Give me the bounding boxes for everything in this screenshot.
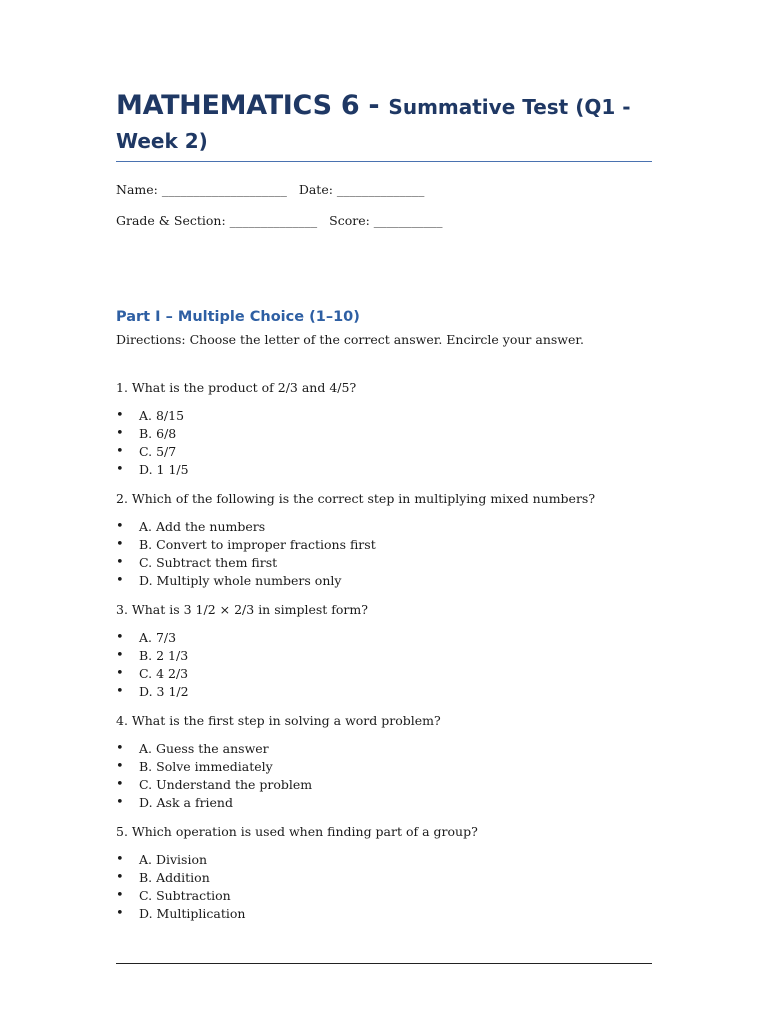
question-4-option-c[interactable] bbox=[116, 776, 652, 794]
option-text: B. Addition bbox=[139, 870, 210, 885]
part1-directions: Directions: Choose the letter of the correct answer. Encircle your answer. bbox=[116, 332, 584, 347]
question-2-option-c[interactable] bbox=[116, 554, 652, 572]
question-4: 4. What is the first step in solving a word problem? bbox=[116, 713, 441, 728]
question-5: 5. Which operation is used when finding part of a group? bbox=[116, 824, 478, 839]
date-field: Date: ______________ bbox=[298, 182, 425, 197]
option-text: C. Subtract them first bbox=[139, 555, 278, 570]
option-text: A. Division bbox=[139, 852, 208, 867]
question-1-option-a[interactable] bbox=[116, 407, 652, 425]
bullet-icon: • bbox=[116, 555, 124, 570]
bullet-icon: • bbox=[116, 630, 124, 645]
question-1-option-b[interactable] bbox=[116, 425, 652, 443]
score-field: Score: ___________ bbox=[329, 213, 443, 228]
bullet-icon: • bbox=[116, 408, 124, 423]
question-4-option-d[interactable] bbox=[116, 794, 652, 812]
question-4-option-b[interactable] bbox=[116, 758, 652, 776]
bullet-icon: • bbox=[116, 573, 124, 588]
bullet-icon: • bbox=[116, 759, 124, 774]
question-3-option-d[interactable] bbox=[116, 683, 652, 701]
name-field: Name: ____________________ bbox=[116, 182, 287, 197]
question-5-options bbox=[116, 851, 652, 923]
option-text: A. 7/3 bbox=[139, 630, 177, 645]
option-text: A. Guess the answer bbox=[139, 741, 269, 756]
option-text: B. 2 1/3 bbox=[139, 648, 189, 663]
bullet-icon: • bbox=[116, 684, 124, 699]
question-1-option-c[interactable] bbox=[116, 443, 652, 461]
option-text: B. 6/8 bbox=[139, 426, 177, 441]
option-text: B. Solve immediately bbox=[139, 759, 273, 774]
question-5-option-d[interactable] bbox=[116, 905, 652, 923]
bullet-icon: • bbox=[116, 426, 124, 441]
title-main: MATHEMATICS 6 - bbox=[116, 90, 389, 121]
option-text: B. Convert to improper fractions first bbox=[139, 537, 376, 552]
option-text: D. Multiply whole numbers only bbox=[139, 573, 342, 588]
question-2-option-b[interactable] bbox=[116, 536, 652, 554]
bullet-icon: • bbox=[116, 906, 124, 921]
bullet-icon: • bbox=[116, 537, 124, 552]
bullet-icon: • bbox=[116, 795, 124, 810]
page-title bbox=[116, 88, 652, 162]
option-text: A. Add the numbers bbox=[139, 519, 266, 534]
bullet-icon: • bbox=[116, 852, 124, 867]
name-date-row bbox=[116, 182, 652, 198]
question-2-option-a[interactable] bbox=[116, 518, 652, 536]
question-3-option-c[interactable] bbox=[116, 665, 652, 683]
bullet-icon: • bbox=[116, 888, 124, 903]
question-4-options bbox=[116, 740, 652, 812]
question-2-options bbox=[116, 518, 652, 590]
question-3-option-a[interactable] bbox=[116, 629, 652, 647]
option-text: C. Understand the problem bbox=[139, 777, 313, 792]
question-5-option-b[interactable] bbox=[116, 869, 652, 887]
question-3-option-b[interactable] bbox=[116, 647, 652, 665]
option-text: D. 3 1/2 bbox=[139, 684, 189, 699]
bullet-icon: • bbox=[116, 519, 124, 534]
test-page bbox=[116, 88, 652, 923]
bullet-icon: • bbox=[116, 870, 124, 885]
question-2: 2. Which of the following is the correct step in multiplying mixed numbers? bbox=[116, 491, 596, 506]
question-3-options bbox=[116, 629, 652, 701]
option-text: D. Ask a friend bbox=[139, 795, 233, 810]
question-5-option-c[interactable] bbox=[116, 887, 652, 905]
bullet-icon: • bbox=[116, 462, 124, 477]
question-2-option-d[interactable] bbox=[116, 572, 652, 590]
bullet-icon: • bbox=[116, 648, 124, 663]
option-text: C. Subtraction bbox=[139, 888, 231, 903]
question-4-option-a[interactable] bbox=[116, 740, 652, 758]
option-text: D. 1 1/5 bbox=[139, 462, 189, 477]
question-3: 3. What is 3 1/2 × 2/3 in simplest form? bbox=[116, 602, 368, 617]
question-1-options bbox=[116, 407, 652, 479]
question-1-option-d[interactable] bbox=[116, 461, 652, 479]
part1-heading: Part I – Multiple Choice (1–10) bbox=[116, 309, 360, 325]
question-5-option-a[interactable] bbox=[116, 851, 652, 869]
bullet-icon: • bbox=[116, 666, 124, 681]
option-text: C. 4 2/3 bbox=[139, 666, 189, 681]
question-1: 1. What is the product of 2/3 and 4/5? bbox=[116, 380, 357, 395]
option-text: A. 8/15 bbox=[139, 408, 185, 423]
bullet-icon: • bbox=[116, 741, 124, 756]
grade-section-field: Grade & Section: ______________ bbox=[116, 213, 318, 228]
title-sub: Summative Test (Q1 - Week 2) bbox=[116, 95, 631, 153]
footer-divider bbox=[116, 963, 652, 964]
option-text: C. 5/7 bbox=[139, 444, 177, 459]
bullet-icon: • bbox=[116, 444, 124, 459]
bullet-icon: • bbox=[116, 777, 124, 792]
option-text: D. Multiplication bbox=[139, 906, 246, 921]
grade-score-row bbox=[116, 213, 652, 229]
